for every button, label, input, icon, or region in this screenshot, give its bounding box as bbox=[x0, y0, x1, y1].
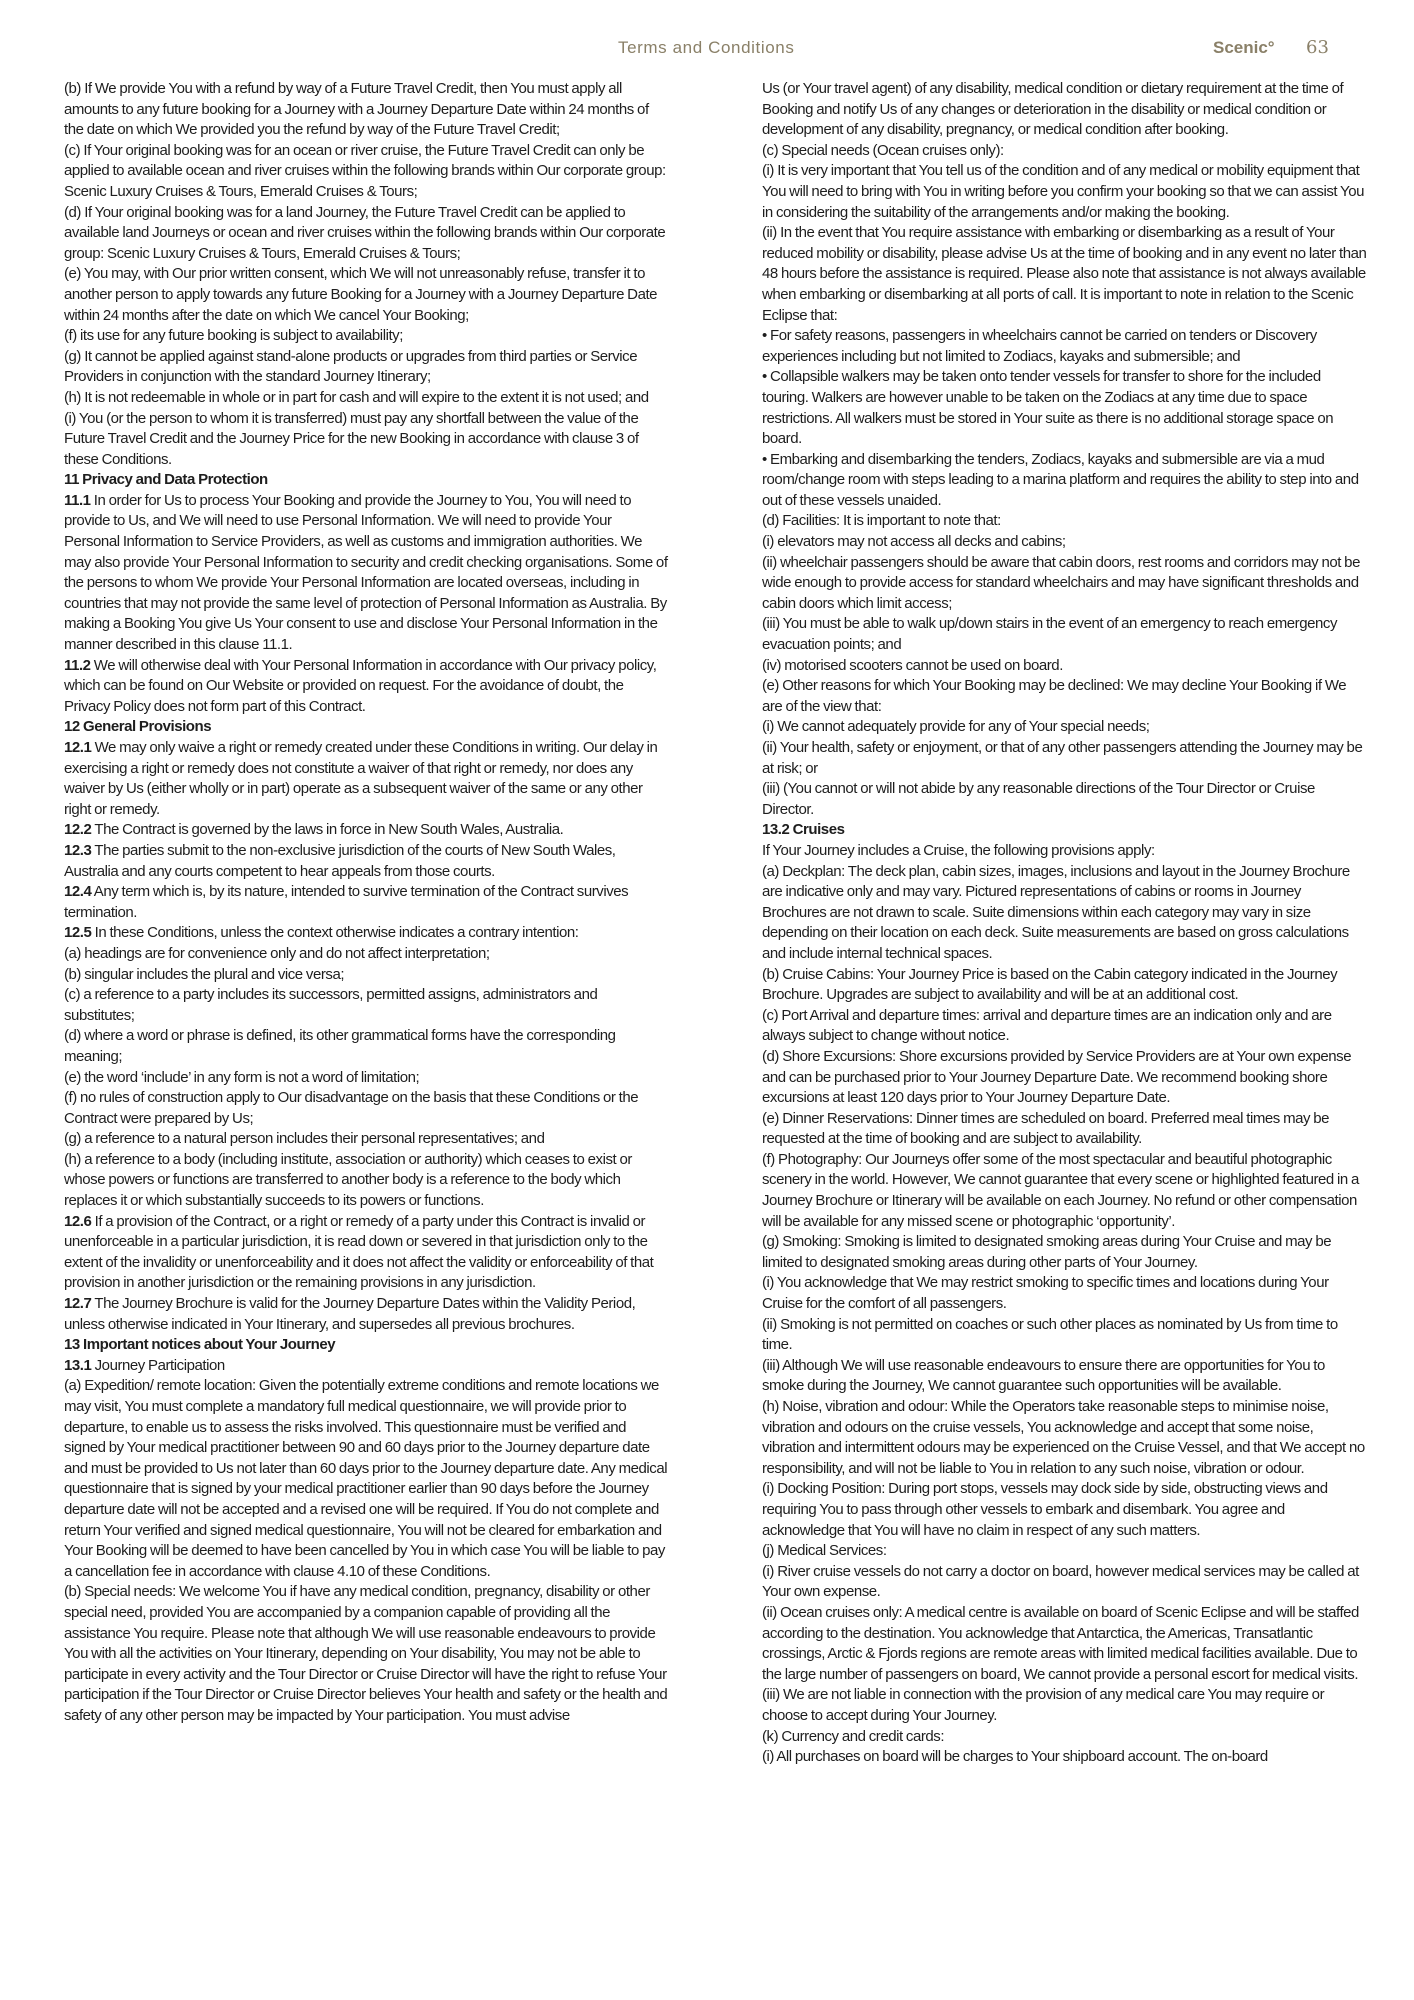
brand-logo: Scenic° bbox=[1213, 38, 1275, 57]
paragraph: (i) You (or the person to whom it is transferred) must pay any shortfall between the value of the Future Travel Credit and the Journey Price for the new Booking in accordance with clause 3 of these Conditions. bbox=[64, 409, 639, 468]
paragraph: (i) We cannot adequately provide for any of Your special needs; bbox=[762, 718, 1150, 736]
paragraph: (ii) Smoking is not permitted on coaches or such other places as nominated by Us from time to time. bbox=[762, 1315, 1338, 1354]
clause-number: 12.7 bbox=[64, 1295, 92, 1313]
clause-text: The Contract is governed by the laws in force in New South Wales, Australia. bbox=[91, 821, 564, 839]
page-number: 63 bbox=[1306, 37, 1329, 58]
paragraph: (a) Expedition/ remote location: Given the potentially extreme conditions and remote locations we may visit, You must complete a mandatory full medical questionnaire, we will provide prior to departure, to enable us to assess the risks involved. This questionnaire must be verified and signed by Your medical practitioner between 90 and 60 days prior to the Journey departure date and must be provided to Us not later than 60 days prior to the Journey departure date. Any medical questionnaire that is signed by your medical practitioner earlier than 90 days before the Journey departure date will not be accepted and a revised one will be required. If You do not complete and return Your verified and signed medical questionnaire, You will not be cleared for embarkation and Your Booking will be deemed to have been cancelled by You in which case You will be liable to pay a cancellation fee in accordance with clause 4.10 of these Conditions. bbox=[64, 1377, 668, 1580]
clause-number: 11.1 bbox=[64, 491, 91, 509]
paragraph: (a) Deckplan: The deck plan, cabin sizes, images, inclusions and layout in the Journey Brochure are indicative only and may vary. Pictured representations of cabins or rooms in Journey Brochures are not drawn to scale. Suite dimensions within each category may vary in size depending on their location on each deck. Suite measurements are based on gross calculations and include internal technical spaces. bbox=[762, 862, 1350, 962]
numbered-clause bbox=[64, 1294, 669, 1335]
paragraph: (f) Photography: Our Journeys offer some of the most spectacular and beautiful photographic scenery in the world. However, We cannot guarantee that every scene or highlighted featured in a Journey Brochure or Itinerary will be available on each Journey. No refund or other compensation will be available for any missed scene or photographic ‘opportunity’. bbox=[762, 1150, 1359, 1230]
paragraph: (i) You acknowledge that We may restrict smoking to specific times and locations during Your Cruise for the comfort of all passengers. bbox=[762, 1274, 1329, 1313]
paragraph: • Embarking and disembarking the tenders, Zodiacs, kayaks and submersible are via a mud room/change room with steps leading to a marina platform and requires the ability to step into and out of these vessels unaided. bbox=[762, 450, 1359, 509]
right-text-column bbox=[762, 79, 1367, 1989]
paragraph: (g) a reference to a natural person includes their personal representatives; and bbox=[64, 1130, 545, 1148]
paragraph: (c) a reference to a party includes its successors, permitted assigns, administrators and substitutes; bbox=[64, 986, 598, 1024]
numbered-clause bbox=[64, 491, 669, 656]
paragraph: (j) Medical Services: bbox=[762, 1542, 887, 1560]
clause-text: Journey Participation bbox=[91, 1356, 225, 1374]
paragraph: (c) If Your original booking was for an ocean or river cruise, the Future Travel Credit can only be applied to available ocean and river cruises within the following brands within Our corporate group: Scenic Luxury Cruises & Tours, Emerald Cruises & Tours; bbox=[64, 141, 666, 200]
running-title: Terms and Conditions bbox=[618, 38, 795, 57]
section-heading: 13 Important notices about Your Journey bbox=[64, 1336, 336, 1354]
paragraph: (b) If We provide You with a refund by way of a Future Travel Credit, then You must apply all amounts to any future booking for a Journey with a Journey Departure Date within 24 months of the date on which We provided you the refund by way of the Future Travel Credit; bbox=[64, 80, 649, 139]
paragraph: (e) the word ‘include’ in any form is not a word of limitation; bbox=[64, 1068, 420, 1086]
paragraph: (g) Smoking: Smoking is limited to designated smoking areas during Your Cruise and may be limited to designated smoking areas during other parts of Your Journey. bbox=[762, 1233, 1332, 1271]
paragraph: (ii) Your health, safety or enjoyment, or that of any other passengers attending the Journey may be at risk; or bbox=[762, 739, 1363, 777]
paragraph: (i) It is very important that You tell us of the condition and of any medical or mobility equipment that You will need to bring with You in writing before you confirm your booking so that we can assist You in considering the suitability of the arrangements and/or making the booking. bbox=[762, 162, 1365, 221]
numbered-clause bbox=[64, 882, 669, 923]
clause-number: 12.3 bbox=[64, 841, 92, 859]
clause-text: If a provision of the Contract, or a right or remedy of a party under this Contract is invalid or unenforceable in a particular jurisdiction, it is read down or severed in that jurisdiction only to the extent of the invalidity or unenforceability and it does not affect the validity or enforceability of that provision in another jurisdiction or the remaining provisions in any jurisdiction. bbox=[64, 1212, 654, 1292]
page-header bbox=[0, 36, 1414, 66]
paragraph: (iii) Although We will use reasonable endeavours to ensure there are opportunities for You to smoke during the Journey, We cannot guarantee such opportunities will be available. bbox=[762, 1356, 1325, 1395]
clause-number: 11.2 bbox=[64, 656, 91, 674]
numbered-clause bbox=[64, 656, 669, 718]
paragraph: (h) a reference to a body (including institute, association or authority) which ceases to exist or whose powers or functions are transferred to another body is a reference to the body which replaces it or which substantially succeeds to its powers or functions. bbox=[64, 1150, 632, 1210]
clause-text: In these Conditions, unless the context otherwise indicates a contrary intention: bbox=[91, 924, 579, 942]
paragraph: (d) Facilities: It is important to note that: bbox=[762, 512, 1001, 530]
paragraph: (f) its use for any future booking is subject to availability; bbox=[64, 327, 403, 345]
clause-number: 12.2 bbox=[64, 821, 92, 839]
paragraph: (i) Docking Position: During port stops, vessels may dock side by side, obstructing views and requiring You to pass through other vessels to embark and disembark. You agree and acknowledge that You will have no claim in respect of any such matters. bbox=[762, 1480, 1328, 1539]
paragraph: (a) headings are for convenience only and do not affect interpretation; bbox=[64, 944, 490, 962]
paragraph: (k) Currency and credit cards: bbox=[762, 1727, 945, 1745]
paragraph: (iii) You must be able to walk up/down stairs in the event of an emergency to reach emergency evacuation points; and bbox=[762, 615, 1337, 654]
section-heading: 12 General Provisions bbox=[64, 718, 212, 736]
clause-number: 12.4 bbox=[64, 883, 92, 901]
clause-number: 12.6 bbox=[64, 1212, 92, 1230]
paragraph: (iii) (You cannot or will not abide by any reasonable directions of the Tour Director or Cruise Director. bbox=[762, 780, 1315, 818]
clause-text: In order for Us to process Your Booking and provide the Journey to You, You will need to provide to Us, and We will need to use Personal Information. We will need to provide Your Personal Information to Service Providers, as well as customs and immigration authorities. We may also provide Your Personal Information to security and credit checking organisations. Some of the persons to whom We provide Your Personal Information are located overseas, including in countries that may not provide the same level of protection of Personal Information as Australia. By making a Booking You give Us Your consent to use and disclose Your Personal Information in the manner described in this clause 11.1. bbox=[64, 491, 668, 654]
numbered-clause bbox=[64, 820, 669, 841]
paragraph: (c) Special needs (Ocean cruises only): bbox=[762, 141, 1004, 159]
clause-text: The parties submit to the non-exclusive jurisdiction of the courts of New South Wales, Australia and any courts competent to hear appeals from those courts. bbox=[64, 841, 616, 880]
paragraph: (e) Dinner Reservations: Dinner times are scheduled on board. Preferred meal times may be requested at the time of booking and are subject to availability. bbox=[762, 1109, 1330, 1148]
paragraph: (i) All purchases on board will be charges to Your shipboard account. The on-board bbox=[762, 1748, 1268, 1766]
clause-number: 12.1 bbox=[64, 739, 92, 756]
paragraph: (h) It is not redeemable in whole or in part for cash and will expire to the extent it is not used; and bbox=[64, 388, 649, 406]
numbered-clause bbox=[64, 738, 669, 820]
paragraph: (e) You may, with Our prior written consent, which We will not unreasonably refuse, transfer it to another person to apply towards any future Booking for a Journey with a Journey Departure Date within 24 months after the date on which We cancel Your Booking; bbox=[64, 265, 658, 324]
paragraph: (i) elevators may not access all decks and cabins; bbox=[762, 533, 1066, 551]
clause-text: We will otherwise deal with Your Personal Information in accordance with Our privacy policy, which can be found on Our Website or provided on request. For the avoidance of doubt, the Privacy Policy does not form part of this Contract. bbox=[64, 656, 657, 715]
paragraph: (i) River cruise vessels do not carry a doctor on board, however medical services may be called at Your own expense. bbox=[762, 1562, 1359, 1601]
paragraph: (g) It cannot be applied against stand-alone products or upgrades from third parties or Service Providers in conjunction with the standard Journey Itinerary; bbox=[64, 347, 638, 386]
numbered-clause bbox=[64, 1212, 669, 1294]
clause-text: The Journey Brochure is valid for the Journey Departure Dates within the Validity Period, unless otherwise indicated in Your Itinerary, and supersedes all previous brochures. bbox=[64, 1295, 636, 1333]
section-heading: 13.2 Cruises bbox=[762, 821, 845, 839]
paragraph: Us (or Your travel agent) of any disability, medical condition or dietary requirement at the time of Booking and notify Us of any changes or deterioration in the disability or medical condition or development of any disability, pregnancy, or medical condition after booking. bbox=[762, 80, 1344, 139]
paragraph: (ii) Ocean cruises only: A medical centre is available on board of Scenic Eclipse and will be staffed according to the destination. You acknowledge that Antarctica, the Americas, Transatlantic crossings, Arctic & Fjords regions are remote areas with limited medical facilities available. Due to the large number of passengers on board, We cannot provide a personal escort for medical visits. bbox=[762, 1603, 1359, 1683]
paragraph: (iii) We are not liable in connection with the provision of any medical care You may require or choose to accept during Your Journey. bbox=[762, 1686, 1325, 1724]
paragraph: (f) no rules of construction apply to Our disadvantage on the basis that these Conditions or the Contract were prepared by Us; bbox=[64, 1089, 639, 1127]
paragraph: (b) singular includes the plural and vice versa; bbox=[64, 965, 345, 983]
paragraph: (iv) motorised scooters cannot be used on board. bbox=[762, 656, 1063, 674]
left-text-column bbox=[64, 79, 669, 1989]
paragraph: • For safety reasons, passengers in wheelchairs cannot be carried on tenders or Discovery experiences including but not limited to Zodiacs, kayaks and submersible; and bbox=[762, 327, 1317, 365]
paragraph: (d) Shore Excursions: Shore excursions provided by Service Providers are at Your own expense and can be purchased prior to Your Journey Departure Date. We recommend booking shore excursions at least 120 days prior to Your Journey Departure Date. bbox=[762, 1047, 1352, 1107]
paragraph: (h) Noise, vibration and odour: While the Operators take reasonable steps to minimise noise, vibration and odours on the cruise vessels, You acknowledge and accept that some noise, vibration and intermittent odours may be experienced on the Cruise Vessel, and that We accept no responsibility, and will not be liable to You in relation to any such noise, vibration or odour. bbox=[762, 1398, 1365, 1477]
paragraph: (d) where a word or phrase is defined, its other grammatical forms have the corresponding meaning; bbox=[64, 1027, 616, 1065]
paragraph: (d) If Your original booking was for a land Journey, the Future Travel Credit can be applied to available land Journeys or ocean and river cruises within the following brands within Our corporate group: Scenic Luxury Cruises & Tours, Emerald Cruises & Tours; bbox=[64, 203, 666, 262]
paragraph: (b) Special needs: We welcome You if have any medical condition, pregnancy, disability or other special need, provided You are accompanied by a companion capable of providing all the assistance You require. Please note that although We will use reasonable endeavours to provide You with all the activities on Your Itinerary, depending on Your disability, You may not be able to participate in every activity and the Tour Director or Cruise Director will have the right to refuse Your participation if the Tour Director or Cruise Director believes Your health and safety or the health and safety of any other person may be impacted by Your participation. You must advise bbox=[64, 1583, 668, 1724]
paragraph: (ii) wheelchair passengers should be aware that cabin doors, rest rooms and corridors may not be wide enough to provide access for standard wheelchairs and may have significant thresholds and cabin doors which limit access; bbox=[762, 553, 1360, 612]
paragraph: (b) Cruise Cabins: Your Journey Price is based on the Cabin category indicated in the Journey Brochure. Upgrades are subject to availability and will be at an additional cost. bbox=[762, 965, 1338, 1004]
paragraph: • Collapsible walkers may be taken onto tender vessels for transfer to shore for the included touring. Walkers are however unable to be taken on the Zodiacs at any time due to space restrictions. All walkers must be stored in Your suite as there is no additional storage space on board. bbox=[762, 368, 1334, 448]
paragraph: (c) Port Arrival and departure times: arrival and departure times are an indication only and are always subject to change without notice. bbox=[762, 1006, 1332, 1045]
paragraph: (e) Other reasons for which Your Booking may be declined: We may decline Your Booking if We are of the view that: bbox=[762, 677, 1347, 715]
numbered-clause bbox=[64, 1356, 669, 1377]
numbered-clause bbox=[64, 923, 669, 944]
clause-number: 13.1 bbox=[64, 1356, 92, 1374]
numbered-clause bbox=[64, 841, 669, 882]
paragraph: (ii) In the event that You require assistance with embarking or disembarking as a result of Your reduced mobility or disability, please advise Us at the time of booking and in any event no later than 48 hours before the assistance is required. Please also note that assistance is not always available when embarking or disembarking at all ports of call. It is important to note in relation to the Scenic Eclipse that: bbox=[762, 224, 1367, 324]
clause-text: We may only waive a right or remedy created under these Conditions in writing. Our delay in exercising a right or remedy does not constitute a waiver of that right or remedy, nor does any waiver by Us (either wholly or in part) operate as a subsequent waiver of the same or any other right or remedy. bbox=[64, 739, 658, 818]
clause-text: Any term which is, by its nature, intended to survive termination of the Contract survives termination. bbox=[64, 883, 629, 921]
paragraph: If Your Journey includes a Cruise, the following provisions apply: bbox=[762, 841, 1155, 859]
section-heading: 11 Privacy and Data Protection bbox=[64, 471, 268, 489]
clause-number: 12.5 bbox=[64, 924, 92, 942]
